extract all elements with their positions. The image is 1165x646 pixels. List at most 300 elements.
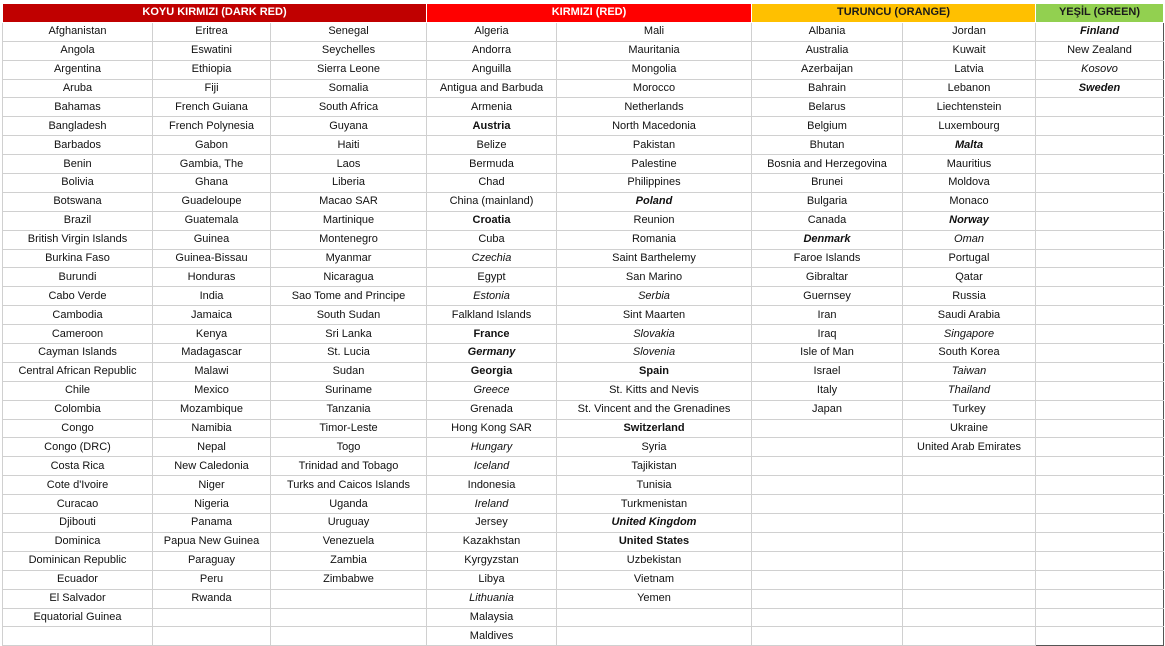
country-cell	[752, 438, 903, 457]
country-cell: Angola	[3, 41, 153, 60]
country-cell	[1036, 155, 1164, 174]
country-cell: Timor-Leste	[271, 419, 427, 438]
country-cell: Monaco	[903, 192, 1036, 211]
country-cell: Iran	[752, 306, 903, 325]
country-cell	[752, 551, 903, 570]
country-cell: Togo	[271, 438, 427, 457]
country-cell	[752, 514, 903, 533]
table-row	[3, 344, 1164, 363]
country-cell	[752, 589, 903, 608]
country-cell: Guernsey	[752, 287, 903, 306]
country-cell: Morocco	[557, 79, 752, 98]
country-cell: Poland	[557, 192, 752, 211]
country-cell	[1036, 400, 1164, 419]
country-cell: Kosovo	[1036, 60, 1164, 79]
country-cell: Bosnia and Herzegovina	[752, 155, 903, 174]
country-cell: Mali	[557, 22, 752, 41]
table-row	[3, 438, 1164, 457]
country-cell	[1036, 362, 1164, 381]
country-cell: Iraq	[752, 325, 903, 344]
country-cell	[903, 514, 1036, 533]
country-cell: Antigua and Barbuda	[427, 79, 557, 98]
country-cell: Oman	[903, 230, 1036, 249]
table-row	[3, 362, 1164, 381]
country-cell: South Africa	[271, 98, 427, 117]
country-cell: Portugal	[903, 249, 1036, 268]
country-cell: New Caledonia	[153, 457, 271, 476]
country-cell: Ghana	[153, 174, 271, 193]
country-cell: Greece	[427, 381, 557, 400]
country-cell: Barbados	[3, 136, 153, 155]
table-row	[3, 419, 1164, 438]
country-cell: Malawi	[153, 362, 271, 381]
country-cell: Denmark	[752, 230, 903, 249]
country-cell: Finland	[1036, 22, 1164, 41]
country-cell: Italy	[752, 381, 903, 400]
country-cell: El Salvador	[3, 589, 153, 608]
country-cell: Burkina Faso	[3, 249, 153, 268]
country-cell: Sao Tome and Principe	[271, 287, 427, 306]
country-cell	[1036, 589, 1164, 608]
country-cell	[903, 570, 1036, 589]
country-cell: Congo	[3, 419, 153, 438]
country-cell	[1036, 268, 1164, 287]
country-cell: Somalia	[271, 79, 427, 98]
country-cell: Mongolia	[557, 60, 752, 79]
country-cell: Bahrain	[752, 79, 903, 98]
country-cell	[1036, 230, 1164, 249]
country-cell: Rwanda	[153, 589, 271, 608]
country-cell: Saint Barthelemy	[557, 249, 752, 268]
country-cell: Falkland Islands	[427, 306, 557, 325]
country-cell: Zambia	[271, 551, 427, 570]
country-cell	[903, 495, 1036, 514]
country-cell: Hong Kong SAR	[427, 419, 557, 438]
country-cell	[1036, 381, 1164, 400]
table-row	[3, 174, 1164, 193]
country-cell: Cayman Islands	[3, 344, 153, 363]
country-cell: Albania	[752, 22, 903, 41]
country-cell	[1036, 98, 1164, 117]
country-cell: Guadeloupe	[153, 192, 271, 211]
country-cell: Croatia	[427, 211, 557, 230]
country-cell: Mauritius	[903, 155, 1036, 174]
country-cell: Belgium	[752, 117, 903, 136]
country-cell: Maldives	[427, 627, 557, 646]
country-cell: Malaysia	[427, 608, 557, 627]
country-cell	[1036, 117, 1164, 136]
country-cell	[1036, 476, 1164, 495]
country-cell	[752, 419, 903, 438]
table-row	[3, 306, 1164, 325]
country-cell: Bhutan	[752, 136, 903, 155]
country-cell	[1036, 136, 1164, 155]
country-cell	[153, 627, 271, 646]
country-cell: Algeria	[427, 22, 557, 41]
country-cell: Equatorial Guinea	[3, 608, 153, 627]
country-cell: Bermuda	[427, 155, 557, 174]
country-cell: Botswana	[3, 192, 153, 211]
country-cell: Nigeria	[153, 495, 271, 514]
country-cell: United Arab Emirates	[903, 438, 1036, 457]
table-row	[3, 532, 1164, 551]
country-cell: Switzerland	[557, 419, 752, 438]
country-cell: Slovakia	[557, 325, 752, 344]
country-cell: Panama	[153, 514, 271, 533]
country-cell: New Zealand	[1036, 41, 1164, 60]
country-cell: San Marino	[557, 268, 752, 287]
country-cell	[752, 495, 903, 514]
table-row	[3, 211, 1164, 230]
country-cell: Ukraine	[903, 419, 1036, 438]
country-cell: Kyrgyzstan	[427, 551, 557, 570]
country-cell: Guinea-Bissau	[153, 249, 271, 268]
country-cell	[752, 476, 903, 495]
country-cell	[1036, 211, 1164, 230]
country-cell	[271, 627, 427, 646]
country-cell: Gambia, The	[153, 155, 271, 174]
country-cell: Latvia	[903, 60, 1036, 79]
country-cell	[1036, 287, 1164, 306]
table-row	[3, 249, 1164, 268]
country-cell	[1036, 325, 1164, 344]
country-cell: France	[427, 325, 557, 344]
table-row	[3, 155, 1164, 174]
country-cell	[903, 476, 1036, 495]
country-cell	[903, 627, 1036, 646]
country-cell: Jordan	[903, 22, 1036, 41]
country-cell: Cameroon	[3, 325, 153, 344]
country-cell: St. Vincent and the Grenadines	[557, 400, 752, 419]
group-header-orange: TURUNCU (ORANGE)	[752, 4, 1036, 23]
country-cell: Ecuador	[3, 570, 153, 589]
country-cell: Paraguay	[153, 551, 271, 570]
country-cell: Peru	[153, 570, 271, 589]
country-cell: Kenya	[153, 325, 271, 344]
country-cell: Fiji	[153, 79, 271, 98]
country-cell	[1036, 532, 1164, 551]
table-row	[3, 476, 1164, 495]
table-row	[3, 98, 1164, 117]
country-cell: Trinidad and Tobago	[271, 457, 427, 476]
country-cell: Libya	[427, 570, 557, 589]
country-cell: Vietnam	[557, 570, 752, 589]
country-cell: Nicaragua	[271, 268, 427, 287]
country-cell: Norway	[903, 211, 1036, 230]
country-cell	[1036, 306, 1164, 325]
country-cell	[1036, 495, 1164, 514]
country-cell: Cuba	[427, 230, 557, 249]
country-cell: Costa Rica	[3, 457, 153, 476]
country-cell: Andorra	[427, 41, 557, 60]
country-cell: Turkmenistan	[557, 495, 752, 514]
country-cell: Romania	[557, 230, 752, 249]
table-row	[3, 268, 1164, 287]
country-cell: Macao SAR	[271, 192, 427, 211]
country-cell: Brunei	[752, 174, 903, 193]
country-cell: Venezuela	[271, 532, 427, 551]
country-cell: Mozambique	[153, 400, 271, 419]
country-cell: Bulgaria	[752, 192, 903, 211]
country-cell	[752, 570, 903, 589]
country-cell: India	[153, 287, 271, 306]
country-cell: Senegal	[271, 22, 427, 41]
country-cell: Gabon	[153, 136, 271, 155]
country-cell: Gibraltar	[752, 268, 903, 287]
country-cell: Lebanon	[903, 79, 1036, 98]
country-cell: Moldova	[903, 174, 1036, 193]
country-cell: Kuwait	[903, 41, 1036, 60]
country-cell: St. Kitts and Nevis	[557, 381, 752, 400]
country-cell: United Kingdom	[557, 514, 752, 533]
table-row	[3, 400, 1164, 419]
country-cell: Suriname	[271, 381, 427, 400]
country-cell: Liechtenstein	[903, 98, 1036, 117]
country-cell: Ethiopia	[153, 60, 271, 79]
country-cell: Egypt	[427, 268, 557, 287]
country-cell: St. Lucia	[271, 344, 427, 363]
country-cell: Estonia	[427, 287, 557, 306]
country-cell: Palestine	[557, 155, 752, 174]
country-cell	[903, 551, 1036, 570]
country-cell	[752, 532, 903, 551]
country-cell: Aruba	[3, 79, 153, 98]
group-header-dark-red: KOYU KIRMIZI (DARK RED)	[3, 4, 427, 23]
table-row	[3, 192, 1164, 211]
table-row	[3, 589, 1164, 608]
table-row	[3, 457, 1164, 476]
country-cell: Uruguay	[271, 514, 427, 533]
country-cell: Hungary	[427, 438, 557, 457]
country-cell: Madagascar	[153, 344, 271, 363]
table-row	[3, 136, 1164, 155]
country-cell: Colombia	[3, 400, 153, 419]
country-cell: Iceland	[427, 457, 557, 476]
country-cell: Martinique	[271, 211, 427, 230]
country-cell: Ireland	[427, 495, 557, 514]
country-cell: Dominican Republic	[3, 551, 153, 570]
country-cell: Namibia	[153, 419, 271, 438]
country-cell	[903, 532, 1036, 551]
country-cell: Saudi Arabia	[903, 306, 1036, 325]
country-cell: Russia	[903, 287, 1036, 306]
country-cell	[903, 608, 1036, 627]
table-row	[3, 79, 1164, 98]
table-row	[3, 570, 1164, 589]
country-cell: Burundi	[3, 268, 153, 287]
country-cell	[271, 608, 427, 627]
country-cell: Cambodia	[3, 306, 153, 325]
country-cell: South Sudan	[271, 306, 427, 325]
country-cell: Afghanistan	[3, 22, 153, 41]
country-cell: Central African Republic	[3, 362, 153, 381]
group-header-row	[3, 4, 1164, 23]
country-cell: Anguilla	[427, 60, 557, 79]
country-cell: Armenia	[427, 98, 557, 117]
country-cell: Reunion	[557, 211, 752, 230]
country-cell: Netherlands	[557, 98, 752, 117]
country-cell: Dominica	[3, 532, 153, 551]
country-cell: Czechia	[427, 249, 557, 268]
country-cell: French Guiana	[153, 98, 271, 117]
country-cell: Belarus	[752, 98, 903, 117]
country-cell: Luxembourg	[903, 117, 1036, 136]
country-cell: Isle of Man	[752, 344, 903, 363]
country-cell: Azerbaijan	[752, 60, 903, 79]
table-row	[3, 325, 1164, 344]
country-cell	[752, 608, 903, 627]
country-cell	[271, 589, 427, 608]
country-cell: Slovenia	[557, 344, 752, 363]
country-cell	[1036, 551, 1164, 570]
country-cell: Taiwan	[903, 362, 1036, 381]
country-cell	[903, 589, 1036, 608]
country-cell: Australia	[752, 41, 903, 60]
country-cell: Honduras	[153, 268, 271, 287]
country-cell: Turks and Caicos Islands	[271, 476, 427, 495]
country-cell: Turkey	[903, 400, 1036, 419]
country-cell: Singapore	[903, 325, 1036, 344]
country-cell: Mexico	[153, 381, 271, 400]
country-cell: Cabo Verde	[3, 287, 153, 306]
country-cell: Bahamas	[3, 98, 153, 117]
table-row	[3, 287, 1164, 306]
table-row	[3, 551, 1164, 570]
country-cell: Tanzania	[271, 400, 427, 419]
country-cell: Austria	[427, 117, 557, 136]
country-cell	[153, 608, 271, 627]
country-cell: Chile	[3, 381, 153, 400]
country-cell: Eswatini	[153, 41, 271, 60]
table-row	[3, 230, 1164, 249]
country-cell: Sierra Leone	[271, 60, 427, 79]
country-cell: Thailand	[903, 381, 1036, 400]
country-cell: Papua New Guinea	[153, 532, 271, 551]
country-cell: Montenegro	[271, 230, 427, 249]
country-cell: French Polynesia	[153, 117, 271, 136]
country-cell: Argentina	[3, 60, 153, 79]
country-cell: Israel	[752, 362, 903, 381]
table-row	[3, 22, 1164, 41]
country-cell: Guinea	[153, 230, 271, 249]
country-cell: Qatar	[903, 268, 1036, 287]
country-cell: Curacao	[3, 495, 153, 514]
table-row	[3, 495, 1164, 514]
country-cell: Yemen	[557, 589, 752, 608]
country-cell: Benin	[3, 155, 153, 174]
table-row	[3, 41, 1164, 60]
country-cell: Sri Lanka	[271, 325, 427, 344]
country-cell: Myanmar	[271, 249, 427, 268]
country-cell	[3, 627, 153, 646]
country-cell	[1036, 627, 1164, 646]
country-cell: Georgia	[427, 362, 557, 381]
country-cell: Japan	[752, 400, 903, 419]
country-cell	[903, 457, 1036, 476]
country-cell	[1036, 608, 1164, 627]
country-cell: Bolivia	[3, 174, 153, 193]
country-cell: Syria	[557, 438, 752, 457]
country-cell	[1036, 570, 1164, 589]
country-cell: Serbia	[557, 287, 752, 306]
country-cell: Lithuania	[427, 589, 557, 608]
country-cell: Sudan	[271, 362, 427, 381]
country-cell	[1036, 192, 1164, 211]
country-cell: Tunisia	[557, 476, 752, 495]
country-cell	[1036, 438, 1164, 457]
country-cell: China (mainland)	[427, 192, 557, 211]
country-cell: Jamaica	[153, 306, 271, 325]
country-cell: Zimbabwe	[271, 570, 427, 589]
country-cell: Malta	[903, 136, 1036, 155]
country-cell: Uzbekistan	[557, 551, 752, 570]
table-row	[3, 608, 1164, 627]
country-cell: Eritrea	[153, 22, 271, 41]
country-cell	[557, 608, 752, 627]
country-cell: Sint Maarten	[557, 306, 752, 325]
table-row	[3, 627, 1164, 646]
country-cell: Bangladesh	[3, 117, 153, 136]
country-cell: Belize	[427, 136, 557, 155]
country-cell: Pakistan	[557, 136, 752, 155]
group-header-red: KIRMIZI (RED)	[427, 4, 752, 23]
country-cell: Chad	[427, 174, 557, 193]
country-cell: Guyana	[271, 117, 427, 136]
country-cell: Philippines	[557, 174, 752, 193]
country-cell: Seychelles	[271, 41, 427, 60]
country-cell: Haiti	[271, 136, 427, 155]
country-cell	[1036, 344, 1164, 363]
country-cell: Guatemala	[153, 211, 271, 230]
country-cell: Congo (DRC)	[3, 438, 153, 457]
country-cell: British Virgin Islands	[3, 230, 153, 249]
country-cell: Kazakhstan	[427, 532, 557, 551]
country-cell: Brazil	[3, 211, 153, 230]
country-cell: Nepal	[153, 438, 271, 457]
country-cell: Spain	[557, 362, 752, 381]
country-cell	[557, 627, 752, 646]
country-cell: Laos	[271, 155, 427, 174]
country-cell: Cote d'Ivoire	[3, 476, 153, 495]
country-cell	[752, 627, 903, 646]
country-cell: Tajikistan	[557, 457, 752, 476]
country-cell	[1036, 514, 1164, 533]
country-color-table	[2, 3, 1164, 646]
country-cell: Indonesia	[427, 476, 557, 495]
country-cell: United States	[557, 532, 752, 551]
table-row	[3, 514, 1164, 533]
country-cell	[1036, 174, 1164, 193]
country-cell: Canada	[752, 211, 903, 230]
country-cell	[1036, 419, 1164, 438]
country-cell: Jersey	[427, 514, 557, 533]
country-cell: Niger	[153, 476, 271, 495]
country-cell: Grenada	[427, 400, 557, 419]
table-row	[3, 60, 1164, 79]
country-cell: Uganda	[271, 495, 427, 514]
country-cell: Faroe Islands	[752, 249, 903, 268]
country-cell: Sweden	[1036, 79, 1164, 98]
country-cell: Liberia	[271, 174, 427, 193]
country-cell	[1036, 457, 1164, 476]
group-header-green: YEŞİL (GREEN)	[1036, 4, 1164, 23]
country-cell: North Macedonia	[557, 117, 752, 136]
table-row	[3, 117, 1164, 136]
country-cell	[752, 457, 903, 476]
table-row	[3, 381, 1164, 400]
country-cell: Djibouti	[3, 514, 153, 533]
country-cell: Mauritania	[557, 41, 752, 60]
